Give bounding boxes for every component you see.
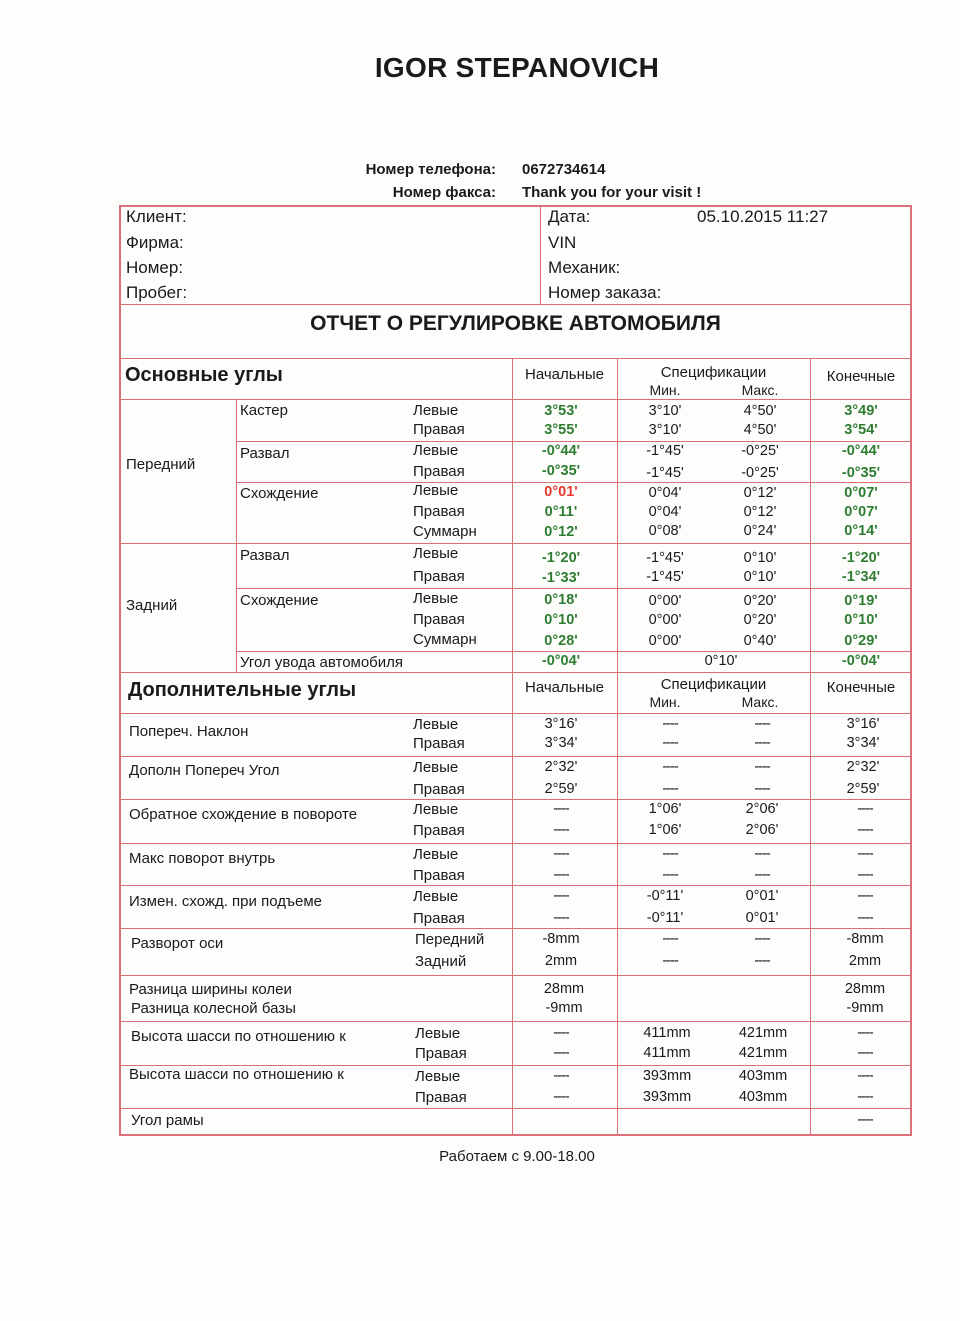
mechanic-label: Механик: (548, 258, 621, 277)
grid-line (119, 928, 912, 929)
grid-line (119, 304, 912, 305)
rh2-left-max: 403mm (738, 1068, 788, 1084)
sai-right-initial: 3°34' (544, 735, 578, 751)
ride-height-2-label: Высота шасси по отношению к (129, 1066, 344, 1083)
toechange-left-final: ---- (857, 888, 873, 904)
col-initial-2: Начальные (525, 679, 604, 696)
right-label: Правая (413, 503, 465, 520)
camber-left-initial: -0°44' (541, 443, 581, 459)
col-initial: Начальные (525, 366, 604, 383)
fax-label: Номер факса: (392, 184, 496, 201)
caster-right-min: 3°10' (648, 422, 682, 438)
camber-label: Развал (240, 445, 290, 462)
rh1-right-max: 421mm (738, 1045, 788, 1061)
rh2-left-initial: ---- (553, 1068, 569, 1084)
col-final-2: Конечные (826, 679, 896, 696)
grid-line (119, 843, 912, 844)
toe-total-initial: 0°12' (544, 524, 578, 540)
wheelbase-diff-label: Разница колесной базы (131, 1000, 296, 1017)
camber-left-min: -1°45' (646, 443, 684, 459)
sai-left-min: ---- (662, 716, 678, 732)
front-axle-label: Передний (415, 931, 485, 948)
toechange-right-final: ---- (857, 910, 873, 926)
tot-left-initial: ---- (553, 801, 569, 817)
rh1-left-min: 411mm (643, 1025, 691, 1041)
right-label: Правая (413, 611, 465, 628)
camber-left-final: -0°44' (841, 443, 881, 459)
right-label: Правая (413, 781, 465, 798)
toe-label: Схождение (240, 485, 319, 502)
rear-camber-left-final: -1°20' (841, 550, 881, 566)
sai-left-final: 3°16' (846, 716, 880, 732)
rear-toe-left-min: 0°00' (648, 593, 682, 609)
caster-label: Кастер (240, 402, 288, 419)
caster-left-initial: 3°53' (544, 403, 578, 419)
total-label: Суммарн (413, 631, 477, 648)
left-label: Левые (413, 888, 459, 905)
rear-camber-left-initial: -1°20' (541, 550, 581, 566)
rear-camber-right-min: -1°45' (646, 569, 684, 585)
thrust-label: Угол увода автомобиля (240, 654, 404, 671)
toe-total-final: 0°14' (844, 523, 878, 539)
rh2-right-max: 403mm (738, 1089, 788, 1105)
rear-toe-left-initial: 0°18' (544, 592, 578, 608)
right-label: Правая (413, 735, 465, 752)
thrust-final: -0°04' (841, 653, 881, 669)
grid-line (119, 756, 912, 757)
right-label: Правая (415, 1089, 467, 1106)
thrust-spec: 0°10' (704, 653, 738, 669)
rh1-left-max: 421mm (738, 1025, 788, 1041)
rh1-right-min: 411mm (643, 1045, 691, 1061)
max-turn-label: Макс поворот внутрь (129, 850, 276, 867)
rear-toe-left-final: 0°19' (844, 593, 878, 609)
track-diff-initial: 28mm (543, 981, 585, 997)
working-hours: Работаем с 9.00-18.00 (439, 1148, 595, 1165)
col-final: Конечные (826, 368, 896, 385)
camber-right-initial: -0°35' (541, 463, 581, 479)
rear-toe-right-initial: 0°10' (544, 612, 578, 628)
vin-label: VIN (548, 233, 577, 252)
caster-left-max: 4°50' (743, 403, 777, 419)
toechange-right-initial: ---- (553, 910, 569, 926)
grid-line (810, 358, 811, 1136)
right-label: Правая (413, 421, 465, 438)
maxturn-right-final: ---- (857, 867, 873, 883)
tot-left-min: 1°06' (648, 801, 682, 817)
rh2-left-final: ---- (857, 1068, 873, 1084)
sai-right-final: 3°34' (846, 735, 880, 751)
right-label: Правая (413, 822, 465, 839)
left-label: Левые (413, 545, 459, 562)
setback-label: Разворот оси (131, 935, 224, 952)
toe-change-label: Измен. схожд. при подъеме (129, 893, 323, 910)
grid-line (617, 358, 618, 1136)
rear-camber-right-final: -1°34' (841, 569, 881, 585)
left-label: Левые (413, 801, 459, 818)
toe-left-max: 0°12' (743, 485, 777, 501)
company-title: IGOR STEPANOVICH (374, 52, 660, 83)
rear-axle-label: Задний (415, 953, 467, 970)
client-label: Клиент: (126, 207, 187, 226)
rear-toe-total-initial: 0°28' (544, 633, 578, 649)
left-label: Левые (415, 1068, 461, 1085)
inc-right-min: ---- (662, 781, 678, 797)
left-label: Левые (413, 402, 459, 419)
track-diff-final: 28mm (844, 981, 886, 997)
setback-front-final: -8mm (846, 931, 884, 947)
caster-left-min: 3°10' (648, 403, 682, 419)
maxturn-right-min: ---- (662, 867, 678, 883)
tot-left-max: 2°06' (745, 801, 779, 817)
inc-left-max: ---- (754, 759, 770, 775)
maxturn-left-max: ---- (754, 846, 770, 862)
total-label: Суммарн (413, 523, 477, 540)
rear-camber-left-min: -1°45' (646, 550, 684, 566)
maxturn-right-max: ---- (754, 867, 770, 883)
date-value: 05.10.2015 11:27 (697, 207, 829, 226)
firm-label: Фирма: (126, 233, 184, 252)
additional-angles-title: Дополнительные углы (128, 679, 357, 701)
grid-line (236, 399, 237, 672)
inc-right-final: 2°59' (846, 781, 880, 797)
frame-angle-label: Угол рамы (131, 1112, 204, 1129)
setback-front-initial: -8mm (542, 931, 580, 947)
col-max: Макс. (741, 382, 779, 398)
left-label: Левые (413, 846, 459, 863)
rh2-right-initial: ---- (553, 1089, 569, 1105)
sai-left-max: ---- (754, 716, 770, 732)
main-angles-title: Основные углы (125, 364, 283, 386)
right-label: Правая (413, 463, 465, 480)
grid-line (119, 358, 912, 359)
right-label: Правая (413, 910, 465, 927)
rear-toe-right-max: 0°20' (743, 612, 777, 628)
toe-left-final: 0°07' (844, 485, 878, 501)
toe-out-turn-label: Обратное схождение в повороте (129, 806, 358, 823)
front-label: Передний (126, 456, 196, 473)
inc-left-min: ---- (662, 759, 678, 775)
toe-right-initial: 0°11' (544, 504, 578, 520)
inc-left-initial: 2°32' (544, 759, 578, 775)
grid-line (512, 358, 513, 1136)
maxturn-left-min: ---- (662, 846, 678, 862)
inc-right-max: ---- (754, 781, 770, 797)
left-label: Левые (413, 759, 459, 776)
toe-total-min: 0°08' (648, 523, 682, 539)
order-label: Номер заказа: (548, 283, 662, 302)
rear-camber-label: Развал (240, 547, 290, 564)
grid-line (119, 672, 912, 673)
setback-rear-final: 2mm (848, 953, 882, 969)
grid-line (119, 543, 912, 544)
camber-right-max: -0°25' (741, 465, 779, 481)
sai-right-min: ---- (662, 735, 678, 751)
camber-right-min: -1°45' (646, 465, 684, 481)
tot-right-max: 2°06' (745, 822, 779, 838)
toe-left-min: 0°04' (648, 485, 682, 501)
left-label: Левые (413, 716, 459, 733)
inc-right-initial: 2°59' (544, 781, 578, 797)
frame-angle-final: ---- (857, 1112, 873, 1128)
col-min-2: Мин. (649, 694, 681, 710)
report-title: ОТЧЕТ О РЕГУЛИРОВКЕ АВТОМОБИЛЯ (310, 312, 721, 335)
left-label: Левые (415, 1025, 461, 1042)
rear-camber-left-max: 0°10' (743, 550, 777, 566)
toechange-left-max: 0°01' (745, 888, 779, 904)
camber-right-final: -0°35' (841, 465, 881, 481)
ride-height-1-label: Высота шасси по отношению к (131, 1028, 346, 1045)
grid-line (119, 1021, 912, 1022)
fax-value: Thank you for your visit ! (522, 184, 702, 201)
toe-right-max: 0°12' (743, 504, 777, 520)
setback-rear-min: ---- (662, 953, 678, 969)
wheelbase-diff-initial: -9mm (545, 1000, 583, 1016)
left-label: Левые (413, 442, 459, 459)
toe-left-initial: 0°01' (544, 484, 578, 500)
toe-right-min: 0°04' (648, 504, 682, 520)
rh1-left-final: ---- (857, 1025, 873, 1041)
grid-line (119, 885, 912, 886)
col-spec: Спецификации (660, 364, 767, 381)
col-min: Мин. (649, 382, 681, 398)
thrust-initial: -0°04' (541, 653, 581, 669)
tot-right-initial: ---- (553, 822, 569, 838)
right-label: Правая (415, 1045, 467, 1062)
rh1-left-initial: ---- (553, 1025, 569, 1041)
rear-toe-total-final: 0°29' (844, 633, 878, 649)
rear-label: Задний (126, 597, 178, 614)
tot-left-final: ---- (857, 801, 873, 817)
phone-value: 0672734614 (522, 161, 606, 178)
toechange-left-initial: ---- (553, 888, 569, 904)
camber-left-max: -0°25' (741, 443, 779, 459)
rear-toe-total-min: 0°00' (648, 633, 682, 649)
right-label: Правая (413, 867, 465, 884)
left-label: Левые (413, 482, 459, 499)
rear-toe-total-max: 0°40' (743, 633, 777, 649)
toechange-right-min: -0°11' (646, 910, 684, 926)
toe-total-max: 0°24' (743, 523, 777, 539)
grid-line (119, 1108, 912, 1109)
right-label: Правая (413, 568, 465, 585)
inc-left-final: 2°32' (846, 759, 880, 775)
rear-toe-label: Схождение (240, 592, 319, 609)
left-label: Левые (413, 590, 459, 607)
grid-line (119, 975, 912, 976)
toechange-left-min: -0°11' (646, 888, 684, 904)
maxturn-left-initial: ---- (553, 846, 569, 862)
setback-rear-initial: 2mm (544, 953, 578, 969)
setback-front-min: ---- (662, 931, 678, 947)
maxturn-left-final: ---- (857, 846, 873, 862)
rear-toe-right-final: 0°10' (844, 612, 878, 628)
caster-right-final: 3°54' (844, 422, 878, 438)
sai-label: Попереч. Наклон (129, 723, 249, 740)
toe-right-final: 0°07' (844, 504, 878, 520)
rear-camber-right-max: 0°10' (743, 569, 777, 585)
tot-right-final: ---- (857, 822, 873, 838)
toechange-right-max: 0°01' (745, 910, 779, 926)
tot-right-min: 1°06' (648, 822, 682, 838)
date-label: Дата: (548, 207, 591, 226)
col-spec-2: Спецификации (660, 676, 767, 693)
caster-right-initial: 3°55' (544, 422, 578, 438)
caster-left-final: 3°49' (844, 403, 878, 419)
rear-camber-right-initial: -1°33' (541, 570, 581, 586)
col-max-2: Макс. (741, 694, 779, 710)
info-divider (540, 205, 541, 305)
sai-right-max: ---- (754, 735, 770, 751)
rear-toe-right-min: 0°00' (648, 612, 682, 628)
grid-line (119, 799, 912, 800)
rh2-left-min: 393mm (642, 1068, 692, 1084)
sai-left-initial: 3°16' (544, 716, 578, 732)
wheelbase-diff-final: -9mm (846, 1000, 884, 1016)
rh2-right-final: ---- (857, 1089, 873, 1105)
maxturn-right-initial: ---- (553, 867, 569, 883)
grid-line (119, 713, 912, 714)
caster-right-max: 4°50' (743, 422, 777, 438)
phone-label: Номер телефона: (365, 161, 496, 178)
rear-toe-left-max: 0°20' (743, 593, 777, 609)
setback-front-max: ---- (754, 931, 770, 947)
grid-line (119, 399, 912, 400)
track-diff-label: Разница ширины колеи (129, 981, 292, 998)
rh2-right-min: 393mm (642, 1089, 692, 1105)
included-angle-label: Дополн Попереч Угол (129, 762, 280, 779)
rh1-right-final: ---- (857, 1045, 873, 1061)
rh1-right-initial: ---- (553, 1045, 569, 1061)
number-label: Номер: (126, 258, 184, 277)
setback-rear-max: ---- (754, 953, 770, 969)
mileage-label: Пробег: (126, 283, 188, 302)
